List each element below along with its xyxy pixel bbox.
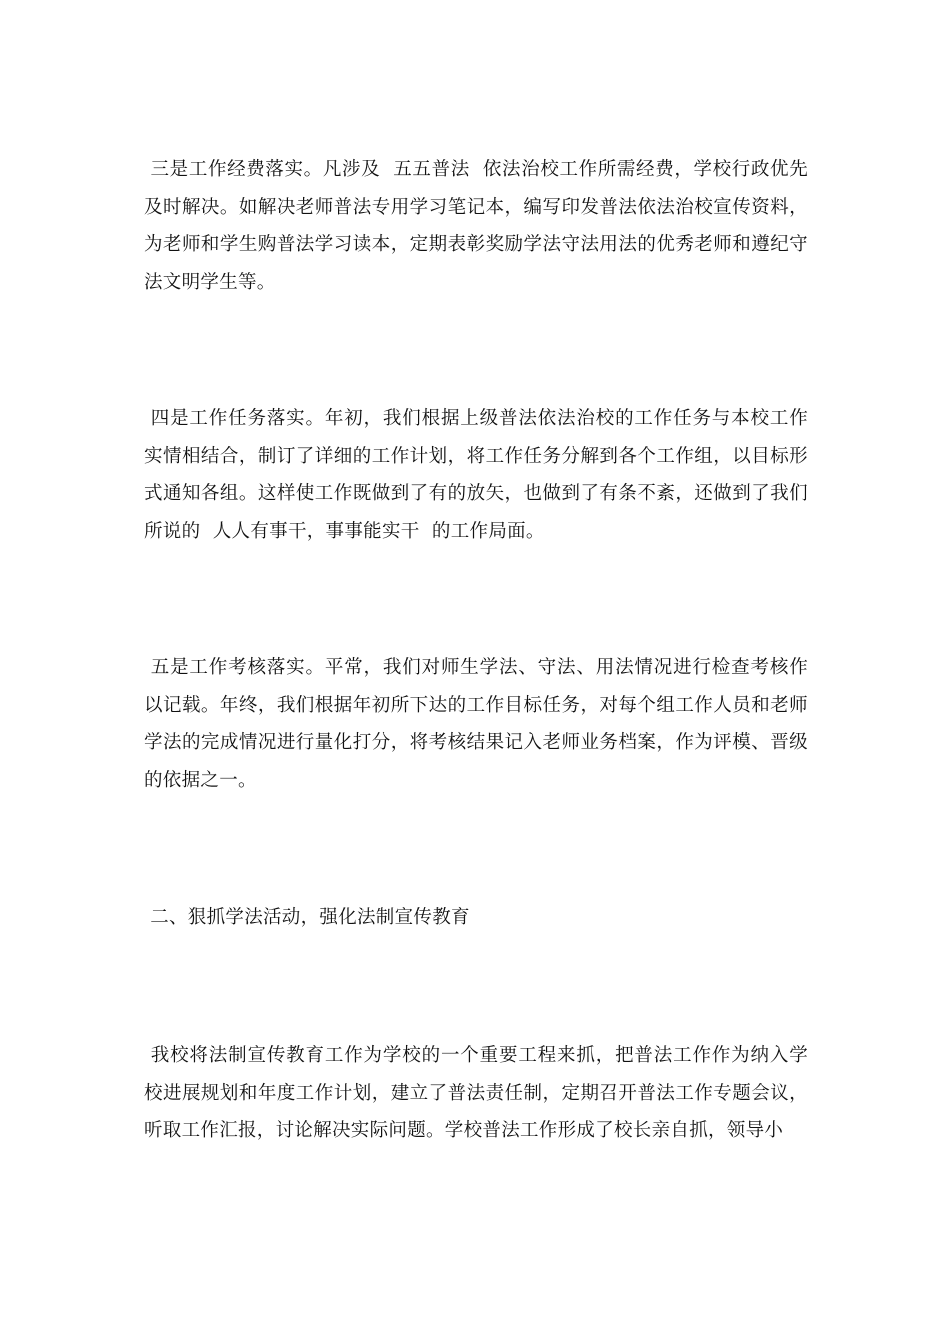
paragraph-assessment: 五是工作考核落实。平常，我们对师生学法、守法、用法情况进行检查考核作以记载。年终，我们根据年初所下达的工作目标任务，对每个组工作人员和老师学法的完成情况进行量化打分，将考核结果记入老师业务档案，作为评模、晋级的依据之一。 [144, 657, 808, 791]
paragraph-publicity: 我校将法制宣传教育工作为学校的一个重要工程来抓，把普法工作作为纳入学校进展规划和年度工作计划，建立了普法责任制，定期召开普法工作专题会议，听取工作汇报，讨论解决实际问题。学校普法工作形成了校长亲自抓，领导小 [144, 1045, 808, 1141]
section-heading: 二、狠抓学法活动，强化法制宣传教育 [144, 907, 470, 928]
paragraph-funding: 三是工作经费落实。凡涉及 五五普法 依法治校工作所需经费，学校行政优先及时解决。如解决老师普法专用学习笔记本，编写印发普法依法治校宣传资料，为老师和学生购普法学习读本，定期表彰奖励学法守法用法的优秀老师和遵纪守法文明学生等。 [144, 159, 809, 293]
paragraph-tasks: 四是工作任务落实。年初，我们根据上级普法依法治校的工作任务与本校工作实情相结合，制订了详细的工作计划，将工作任务分解到各个工作组，以目标形式通知各组。这样使工作既做到了有的放矢，也做到了有条不紊，还做到了我们所说的 人人有事干，事事能实干 的工作局面。 [144, 408, 808, 542]
